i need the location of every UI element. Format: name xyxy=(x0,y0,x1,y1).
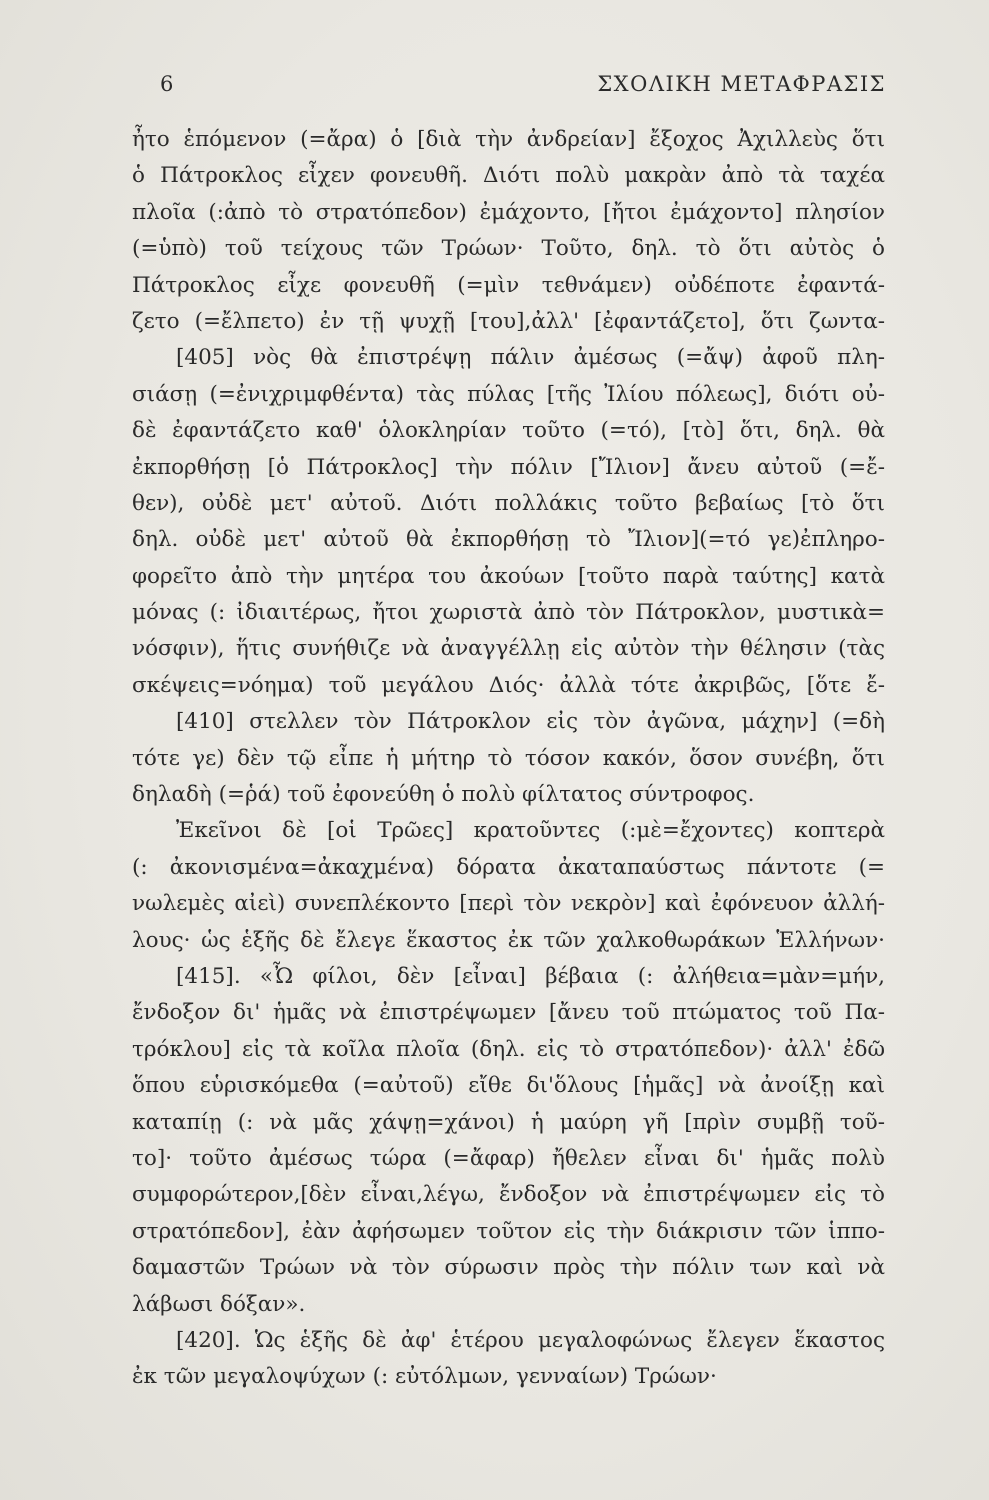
text-line: συμφορώτερον,[δὲν εἶναι,λέγω, ἔνδοξον νὰ ἐπιστρέψωμεν εἰς τὸ xyxy=(132,1182,885,1208)
text-line: καταπίῃ (: νὰ μᾶς χάψῃ=χάνοι) ἡ μαύρη γῆ [πρὶν συμβῇ τοῦ- xyxy=(132,1109,885,1135)
text-line: λους· ὡς ἑξῆς δὲ ἔλεγε ἕκαστος ἐκ τῶν χαλκοθωράκων Ἑλλήνων· xyxy=(132,927,885,953)
text-line-verse-405: [405] νὸς θὰ ἐπιστρέψῃ πάλιν ἀμέσως (=ἄψ) ἀφοῦ πλη- xyxy=(176,345,885,371)
text-line: νόσφιν), ἥτις συνήθιζε νὰ ἀναγγέλλῃ εἰς αὐτὸν τὴν θέλησιν (τὰς xyxy=(132,636,885,662)
text-line: δηλαδὴ (=ῥά) τοῦ ἐφονεύθη ὁ πολὺ φίλτατος σύντροφος. xyxy=(132,782,755,808)
text-line: ἦτο ἑπόμενον (=ἄρα) ὁ [διὰ τὴν ἀνδρείαν] ἔξοχος Ἀχιλλεὺς ὅτι xyxy=(132,127,885,152)
text-line: νωλεμὲς αἰεὶ) συνεπλέκοντο [περὶ τὸν νεκρὸν] καὶ ἐφόνευον ἀλλή- xyxy=(132,891,885,917)
text-line: ἔνδοξον δι' ἡμᾶς νὰ ἐπιστρέψωμεν [ἄνευ τοῦ πτώματος τοῦ Πα- xyxy=(132,1000,885,1026)
body-text xyxy=(132,122,885,1396)
text-line-verse-410: [410] στελλεν τὸν Πάτροκλον εἰς τὸν ἀγῶνα, μάχην] (=δὴ xyxy=(176,709,885,735)
text-line: ἐκπορθήσῃ [ὁ Πάτροκλος] τὴν πόλιν [Ἴλιον] ἄνευ αὐτοῦ (=ἔ- xyxy=(132,454,885,480)
page-header xyxy=(160,72,886,102)
text-line: δὲ ἐφαντάζετο καθ' ὁλοκληρίαν τοῦτο (=τό), [τὸ] ὅτι, δηλ. θὰ xyxy=(132,418,885,444)
text-line: ὁ Πάτροκλος εἶχεν φονευθῆ. Διότι πολὺ μακρὰν ἀπὸ τὰ ταχέα xyxy=(132,163,885,189)
text-line: στρατόπεδον], ἐὰν ἀφήσωμεν τοῦτον εἰς τὴν διάκρισιν τῶν ἱππο- xyxy=(132,1218,885,1244)
text-line: τρόκλου] εἰς τὰ κοῖλα πλοῖα (δηλ. εἰς τὸ στρατόπεδον)· ἀλλ' ἐδῶ xyxy=(132,1036,885,1062)
text-line: ζετο (=ἔλπετο) ἐν τῇ ψυχῇ [του],ἀλλ' [ἐφαντάζετο], ὅτι ζωντα- xyxy=(132,308,885,334)
text-line: σιάσῃ (=ἐνιχριμφθέντα) τὰς πύλας [τῆς Ἰλίου πόλεως], διότι οὐ- xyxy=(132,381,885,407)
running-title: ΣΧΟΛΙΚΗ ΜΕΤΑΦΡΑΣΙΣ xyxy=(597,72,886,96)
text-line-verse-415: [415]. «Ὦ φίλοι, δὲν [εἶναι] βέβαια (: ἀλήθεια=μὰν=μήν, xyxy=(176,963,885,989)
text-line: δηλ. οὐδὲ μετ' αὐτοῦ θὰ ἐκπορθήσῃ τὸ Ἴλιον](=τό γε)ἐπληρο- xyxy=(132,527,885,553)
page-number: 6 xyxy=(160,72,175,96)
text-line: ὅπου εὑρισκόμεθα (=αὐτοῦ) εἴθε δι'ὅλους [ἡμᾶς] νὰ ἀνοίξῃ καὶ xyxy=(132,1073,885,1099)
text-line: τότε γε) δὲν τῷ εἶπε ἡ μήτηρ τὸ τόσον κακόν, ὅσον συνέβη, ὅτι xyxy=(132,745,885,771)
text-line: φορεῖτο ἀπὸ τὴν μητέρα του ἀκούων [τοῦτο παρὰ ταύτης] κατὰ xyxy=(132,563,885,589)
text-line: (: ἀκονισμένα=ἀκαχμένα) δόρατα ἀκαταπαύστως πάντοτε (= xyxy=(132,854,885,880)
text-line: ἐκ τῶν μεγαλοψύχων (: εὐτόλμων, γενναίων) Τρώων· xyxy=(132,1364,717,1390)
text-line: το]· τοῦτο ἀμέσως τώρα (=ἄφαρ) ἤθελεν εἶναι δι' ἡμᾶς πολὺ xyxy=(132,1145,885,1171)
text-line: δαμαστῶν Τρώων νὰ τὸν σύρωσιν πρὸς τὴν πόλιν των καὶ νὰ xyxy=(132,1255,885,1281)
text-line-paragraph-start: Ἐκεῖνοι δὲ [οἱ Τρῶες] κρατοῦντες (:μὲ=ἔχοντες) κοπτερὰ xyxy=(176,818,885,844)
text-line: (=ὑπὸ) τοῦ τείχους τῶν Τρώων· Τοῦτο, δηλ. τὸ ὅτι αὐτὸς ὁ xyxy=(132,236,885,262)
text-line: μόνας (: ἰδιαιτέρως, ἤτοι χωριστὰ ἀπὸ τὸν Πάτροκλον, μυστικὰ= xyxy=(132,600,885,626)
text-line: σκέψεις=νόημα) τοῦ μεγάλου Διός· ἀλλὰ τότε ἀκριβῶς, [ὅτε ἔ- xyxy=(132,672,885,698)
text-line: πλοῖα (:ἀπὸ τὸ στρατόπεδον) ἐμάχοντο, [ἤτοι ἐμάχοντο] πλησίον xyxy=(132,199,885,225)
text-line: θεν), οὐδὲ μετ' αὐτοῦ. Διότι πολλάκις τοῦτο βεβαίως [τὸ ὅτι xyxy=(132,490,885,516)
text-line: λάβωσι δόξαν». xyxy=(132,1291,306,1317)
text-line: Πάτροκλος εἶχε φονευθῆ (=μὶν τεθνάμεν) οὐδέποτε ἐφαντά- xyxy=(132,272,885,298)
text-line-verse-420: [420]. Ὡς ἑξῆς δὲ ἀφ' ἑτέρου μεγαλοφώνως ἔλεγεν ἕκαστος xyxy=(176,1327,885,1353)
